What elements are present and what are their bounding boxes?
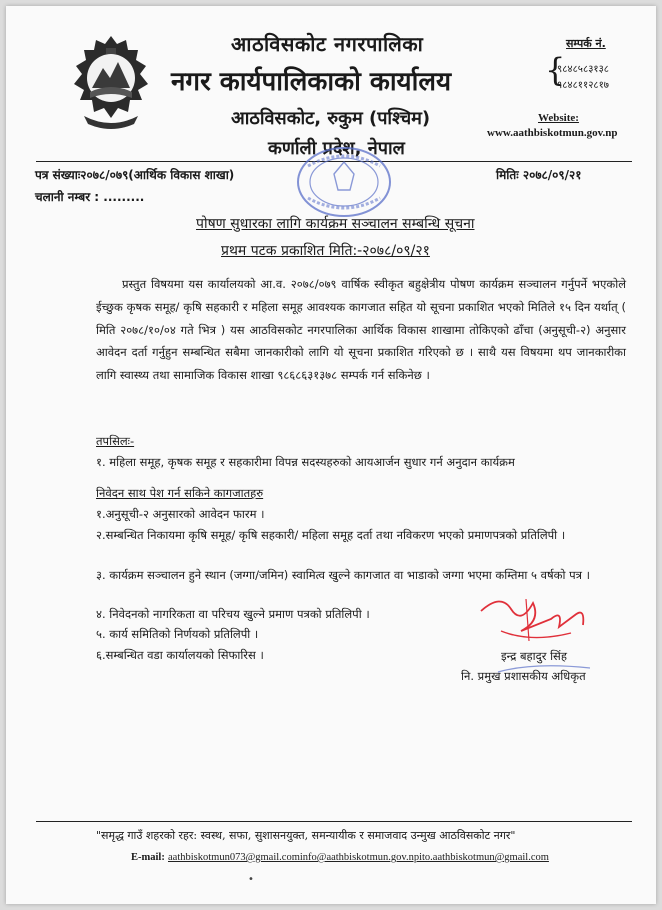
dispatch-number: चलानी नम्बर : ......... <box>35 190 145 204</box>
notice-subtitle: प्रथम पटक प्रकाशित मिति:-२०७८/०९/२१ <box>221 243 430 259</box>
signature-icon <box>471 591 591 646</box>
office-address: आठविसकोट, रुकुम (पश्चिम) <box>231 108 431 129</box>
footer-divider <box>36 821 632 822</box>
signatory-title: नि. प्रमुख प्रशासकीय अधिकृत <box>461 669 586 683</box>
documents-heading: निवेदन साथ पेश गर्न सकिने कागजातहरु <box>96 486 264 500</box>
document-item-6: ६.सम्बन्धित वडा कार्यालयको सिफारिस । <box>96 648 264 662</box>
letter-date: मितिः २०७८/०९/२१ <box>496 168 582 182</box>
document-item-2: २.सम्बन्धित निकायमा कृषि समूह/ कृषि सहकारी/ महिला समूह दर्ता तथा नविकरण भएको प्रमाणपत्रको प्रतिलिपी । <box>96 528 566 542</box>
website-link[interactable]: www.aathbiskotmun.gov.np <box>487 127 618 139</box>
notice-title: पोषण सुधारका लागि कार्यक्रम सञ्चालन सम्बन्धि सूचना <box>196 216 475 232</box>
email-label: E-mail: <box>131 852 165 863</box>
notice-body: प्रस्तुत विषयमा यस कार्यालयको आ.व. २०७८/०७९ वार्षिक स्वीकृत बहुक्षेत्रीय पोषण कार्यक्रम सञ्चालन गर्नुपर्ने भएकोले ईच्छुक कृषक समूह/ कृषि सहकारी र महिला समूह आवश्यक कागजात सहित यो सूचना प्रकाशित भएको मितिले १५ दिन यर्थात् ( मिति २०७८/१०/०४ गते भित्र ) यस आठविसकोट नगरपालिका आर्थिक विकास शाखामा तोकिएको ढाँचा (अनुसूची-२) अनुसार आवेदन दर्ता गर्नुहुन सम्बन्धित सबैमा जानकारीको लागि यो सूचना प्रकाशित गरिएको छ । साथै यस विषयमा थप जानकारीका लागि स्वास्थ्य तथा सामाजिक विकास शाखा ९८६८६३१३७८ सम्पर्क गर्न सकिनेछ । <box>96 277 626 383</box>
letter-number: पत्र संख्याः२०७८/०७९(आर्थिक विकास शाखा) <box>35 168 235 182</box>
details-heading: तपसिलः- <box>96 434 135 448</box>
office-province: कर्णाली प्रदेश, नेपाल <box>268 138 405 159</box>
contact-label: सम्पर्क नं. <box>566 37 606 50</box>
document-item-5: ५. कार्य समितिको निर्णयको प्रतिलिपी । <box>96 627 259 641</box>
email-links[interactable]: aathbiskotmun073@gmail.cominfo@aathbiskotmun.gov.npito.aathbiskotmun@gmail.com <box>168 852 549 863</box>
municipality-name: आठविसकोट नगरपालिका <box>231 32 424 56</box>
website-label: Website: <box>538 112 579 124</box>
contact-brace: { <box>545 51 566 89</box>
footer-mark: • <box>248 874 254 885</box>
nepal-emblem-icon <box>70 34 152 132</box>
document-item-1: १.अनुसूची-२ अनुसारको आवेदन फारम । <box>96 507 265 521</box>
phone-number-2: ९८४८११२८१७ <box>557 80 609 91</box>
phone-number-1: ९८४८५८३१३८ <box>557 64 609 75</box>
document-item-3: ३. कार्यक्रम सञ्चालन हुने स्थान (जग्गा/जमिन) स्वामित्व खुल्ने कागजात वा भाडाको जग्गा भएमा कम्तिमा ५ वर्षको पत्र । <box>96 568 591 582</box>
document-page <box>6 6 656 904</box>
office-name: नगर कार्यपालिकाको कार्यालय <box>171 67 452 97</box>
office-stamp-icon <box>294 144 394 220</box>
document-item-4: ४. निवेदनको नागरिकता वा परिचय खुल्ने प्रमाण पत्रको प्रतिलिपी । <box>96 607 370 621</box>
signatory-name: इन्द्र बहादुर सिंह <box>501 649 567 663</box>
stamp-overlay-icon <box>494 658 594 678</box>
footer-slogan: "समृद्ध गाउँ शहरको रहर: स्वस्थ, सफा, सुशासनयुक्त, समन्यायीक र समाजवाद उन्मुख आठविसकोट नगर" <box>96 829 516 842</box>
details-item-1: १. महिला समूह, कृषक समूह र सहकारीमा विपन्न सदस्यहरुको आयआर्जन सुधार गर्न अनुदान कार्यक्रम <box>96 455 515 469</box>
